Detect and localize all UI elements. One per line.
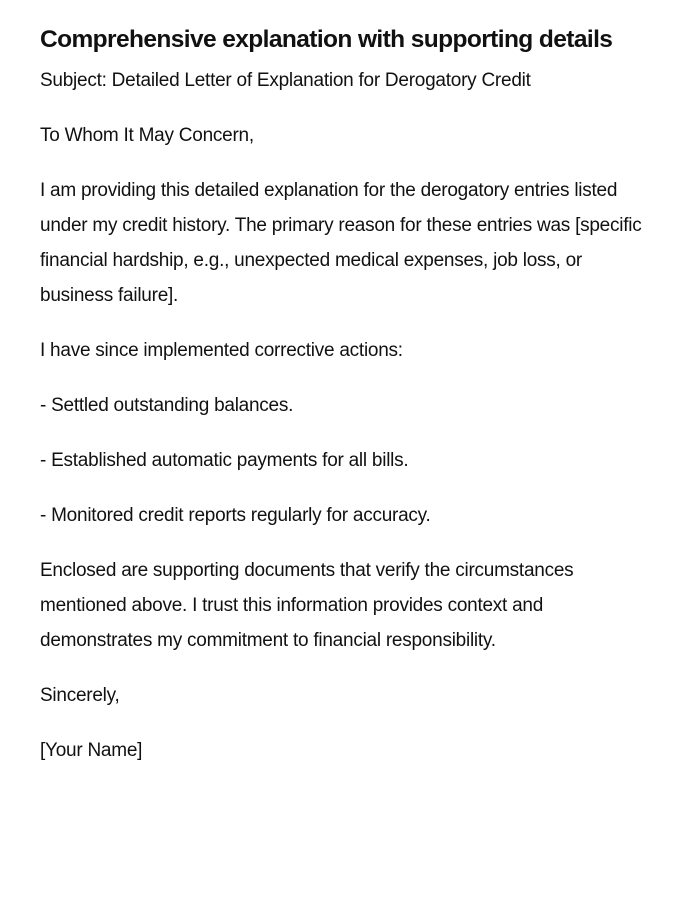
subject-line: Subject: Detailed Letter of Explanation for Derogatory Credit bbox=[40, 70, 531, 91]
explanation-paragraph: I am providing this detailed explanation for the derogatory entries listed under my credit history. The primary reason for these entries was [specific financial hardship, e.g., unexpected medical expenses, job loss, or business failure]. bbox=[40, 180, 642, 306]
action-item: - Established automatic payments for all bills. bbox=[40, 450, 409, 471]
signature: [Your Name] bbox=[40, 740, 143, 761]
salutation: To Whom It May Concern, bbox=[40, 125, 254, 146]
action-item: - Settled outstanding balances. bbox=[40, 395, 294, 416]
corrective-actions-intro: I have since implemented corrective actions: bbox=[40, 340, 403, 361]
document-title: Comprehensive explanation with supporting details bbox=[40, 26, 613, 53]
closing: Sincerely, bbox=[40, 685, 120, 706]
action-item: - Monitored credit reports regularly for accuracy. bbox=[40, 505, 431, 526]
letter-document bbox=[40, 18, 650, 788]
enclosure-paragraph: Enclosed are supporting documents that verify the circumstances mentioned above. I trust this information provides context and demonstrates my commitment to financial responsibility. bbox=[40, 560, 574, 651]
